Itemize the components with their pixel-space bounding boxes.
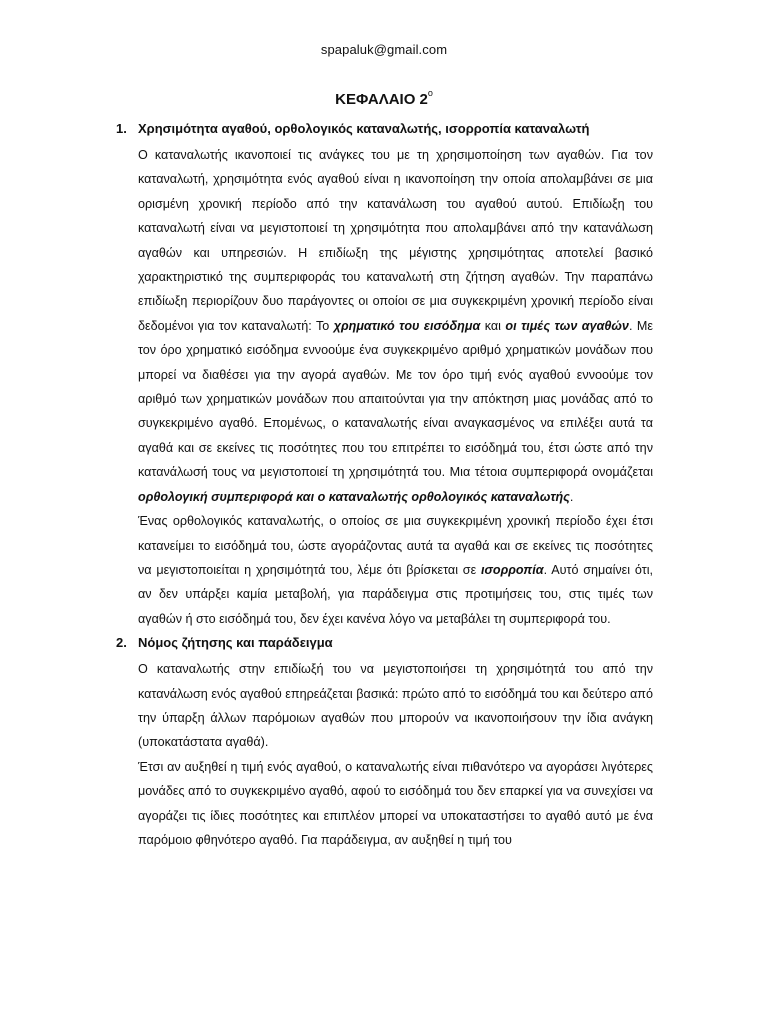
text-run: . Με τον όρο χρηματικό εισόδημα εννοούμε ένα συγκεκριμένο αριθμό χρηματικών μονάδων που μπορεί να διαθέσει για την αγορά αγαθών. Με τον όρο τιμή ενός αγαθού εννοούμε τον αριθμό των χρηματικών μονάδων που απαιτούνται για την απόκτηση μιας μονάδας από το συγκεκριμένο αγαθό. Επομένως, ο καταναλωτής είναι αναγκασμένος να επιλέξει αυτά τα αγαθά και σε εκείνες τις ποσότητες που του επιτρέπει το εισόδημά του, έτσι ώστε από την κατανάλωσή τους να μεγιστοποιεί τη χρησιμότητά του. Μια τέτοια συμπεριφορά ονομάζεται — [138, 318, 653, 480]
text-run: Ένας ορθολογικός καταναλωτής, ο οποίος σε μια συγκεκριμένη χρονική περίοδο έχει έτσι κατανείμει το εισόδημά του, ώστε αγοράζοντας αυτά τα αγαθά και σε εκείνες τις ποσότητες να μεγιστοποιείται η χρησιμότητά του, λέμε ότι βρίσκεται σε — [138, 514, 653, 577]
paragraph — [138, 143, 653, 509]
paragraph — [138, 509, 653, 631]
paragraph: Έτσι αν αυξηθεί η τιμή ενός αγαθού, ο καταναλωτής είναι πιθανότερο να αγοράσει λιγότερες μονάδες από το συγκεκριμένο αγαθό, αφού το εισόδημά του δεν επαρκεί για να συνεχίσει να αγοράζει τις ίδιες ποσότητες και επιπλέον μπορεί να υποκαταστήσει το αγαθό αυτό με ένα παρόμοιο φθηνότερο αγαθό. Για παράδειγμα, αν αυξηθεί η τιμή του — [138, 759, 653, 847]
section-title: Νόμος ζήτησης και παράδειγμα — [138, 635, 333, 651]
emphasis-term: οι τιμές των αγαθών — [505, 318, 629, 333]
chapter-title — [0, 90, 768, 108]
emphasis-term: ισορροπία — [481, 562, 544, 577]
section-number: 1. — [116, 121, 127, 136]
chapter-title-text: ΚΕΦΑΛΑΙΟ 2 — [335, 91, 428, 108]
paragraph: Ο καταναλωτής στην επιδίωξή του να μεγιστοποιήσει τη χρησιμότητά του από την κατανάλωση ενός αγαθού επηρεάζεται βασικά: πρώτο από το εισόδημά του και δεύτερο από την ύπαρξη άλλων παρόμοιων αγαθών που μπορούν να ικανοποιήσουν την ίδια ανάγκη (υποκατάστατα αγαθά). — [138, 662, 653, 750]
author-email: spapaluk@gmail.com — [320, 42, 448, 57]
text-run: Ο καταναλωτής ικανοποιεί τις ανάγκες του με τη χρησιμοποίηση των αγαθών. Για τον καταναλωτή, χρησιμότητα ενός αγαθού είναι η ικανοποίηση την οποία απολαμβάνει σε μια ορισμένη χρονική περίοδο από την κατανάλωση του αγαθού αυτού. Επιδίωξη του καταναλωτή είναι να μεγιστοποιεί τη χρησιμότητα που απολαμβάνει από την κατανάλωση αγαθών και υπηρεσιών. Η επιδίωξη της μέγιστης χρησιμότητας αποτελεί βασικό χαρακτηριστικό της συμπεριφοράς του καταναλωτή στη ζήτηση αγαθών. Την παραπάνω επιδίωξη περιορίζουν δυο παράγοντες οι οποίοι σε μια συγκεκριμένη χρονική περίοδο είναι δεδομένοι για τον καταναλωτή: Το — [138, 148, 653, 333]
text-run: . Αυτό σημαίνει ότι, αν δεν υπάρξει καμία μεταβολή, για παράδειγμα στις προτιμήσεις του, στις τιμές των αγαθών ή στο εισόδημά του, δεν έχει κανένα λόγο να μεταβάλει τη συμπεριφορά του. — [138, 562, 653, 626]
section-number: 2. — [116, 635, 127, 651]
section-heading — [116, 631, 658, 655]
text-run: και — [480, 318, 506, 333]
emphasis-term: ορθολογική συμπεριφορά και ο καταναλωτής ορθολογικός καταναλωτής — [138, 489, 570, 504]
document-body — [0, 117, 768, 852]
chapter-superscript: ο — [427, 88, 433, 98]
section-title: Χρησιμότητα αγαθού, ορθολογικός καταναλωτής, ισορροπία καταναλωτή — [138, 121, 590, 136]
text-run: . — [569, 489, 574, 504]
section-heading — [116, 117, 658, 141]
emphasis-term: χρηματικό του εισόδημα — [333, 318, 481, 333]
